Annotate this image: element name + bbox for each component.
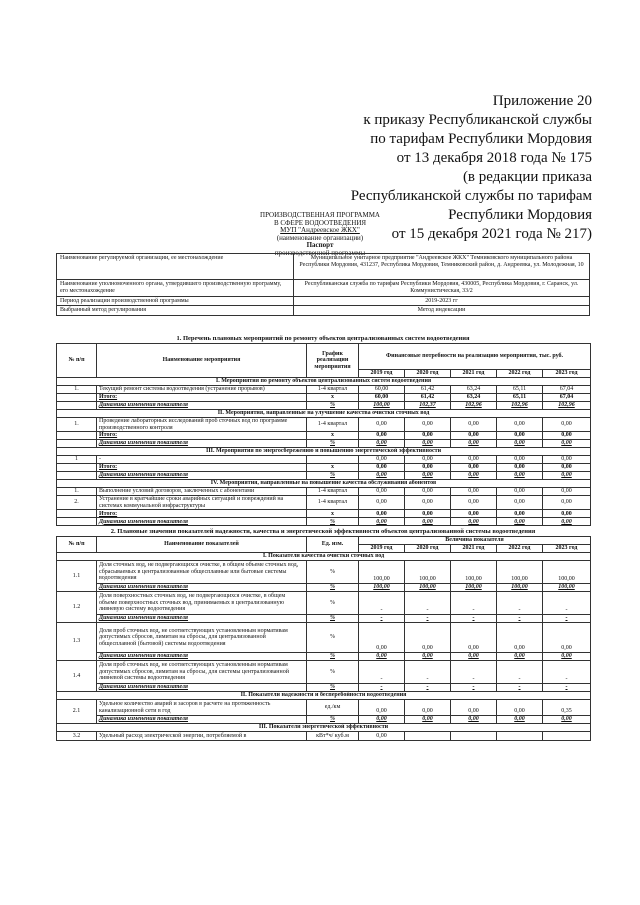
- value-cell: -: [543, 592, 591, 615]
- value-cell: 0,00: [543, 518, 591, 526]
- value-cell: -: [451, 684, 497, 692]
- value-cell: 0,00: [405, 700, 451, 716]
- value-cell: 0,00: [359, 472, 405, 480]
- value-cell: 0,00: [405, 464, 451, 472]
- measure-schedule: [307, 456, 359, 464]
- dynamics-label: Динамика изменения показателя: [97, 518, 307, 526]
- total-label: Итого:: [97, 394, 307, 402]
- value-cell: 0,00: [543, 432, 591, 440]
- passport-label: Выбранный метод регулирования: [57, 306, 294, 316]
- dynamics-row: [57, 472, 591, 480]
- value-cell: 102,96: [497, 402, 543, 410]
- group-title: II. Мероприятия, направленные на улучшение качества очистки сточных вод: [57, 410, 591, 418]
- group-row: [57, 448, 591, 456]
- group-title: IV. Мероприятия, направленные на повышение качества обслуживания абонентов: [57, 480, 591, 488]
- value-cell: 0,00: [359, 456, 405, 464]
- value-cell: 60,00: [359, 386, 405, 394]
- row-number: 1.1: [57, 561, 97, 592]
- measure-name: Выполнение условий договоров, заключенных с абонентами: [97, 488, 307, 496]
- value-cell: 0,00: [359, 488, 405, 496]
- value-cell: 0,00: [359, 653, 405, 661]
- group-row: [57, 724, 591, 732]
- table-row: [57, 418, 591, 432]
- year-header: 2021 год: [451, 370, 497, 378]
- measure-schedule: 1-4 квартал: [307, 496, 359, 510]
- unit-cell: х: [307, 510, 359, 518]
- value-cell: 0,00: [543, 510, 591, 518]
- row-number: [57, 518, 97, 526]
- indicator-name: Доля сточных вод, не подвергающихся очистке, в общем объеме сточных вод, сбрасываемых в централизованные общесплавные или бытовые системы водоотведения: [97, 561, 307, 584]
- value-cell: 0,00: [543, 496, 591, 510]
- value-cell: 0,00: [405, 472, 451, 480]
- col-fin-header: Финансовые потребности на реализацию мероприятия, тыс. руб.: [359, 344, 591, 370]
- value-cell: 0,00: [543, 440, 591, 448]
- row-number: [57, 402, 97, 410]
- col-num-header: № п/п: [57, 344, 97, 378]
- unit-cell: %: [307, 661, 359, 684]
- value-cell: 102,96: [451, 402, 497, 410]
- value-cell: -: [451, 592, 497, 615]
- row-number: 1.2: [57, 592, 97, 623]
- value-cell: 0,00: [405, 488, 451, 496]
- unit-cell: х: [307, 394, 359, 402]
- value-cell: 0,00: [359, 464, 405, 472]
- row-number: 1.3: [57, 623, 97, 661]
- unit-cell: кВт*ч/ куб.м: [307, 732, 359, 741]
- passport-value: Метод индексации: [294, 306, 590, 316]
- passport-row: [57, 280, 590, 297]
- value-cell: 0,00: [543, 653, 591, 661]
- value-cell: 0,00: [405, 510, 451, 518]
- appendix-line: от 15 декабря 2021 года № 217): [391, 226, 592, 242]
- col-name-header: Наименование мероприятия: [97, 344, 307, 378]
- value-cell: 0,00: [405, 418, 451, 432]
- total-row: [57, 464, 591, 472]
- total-label: Итого:: [97, 432, 307, 440]
- total-label: Итого:: [97, 510, 307, 518]
- value-cell: 0,00: [451, 440, 497, 448]
- group-title: III. Показатели энергетической эффективности: [57, 724, 591, 732]
- value-cell: 0,00: [497, 496, 543, 510]
- year-header: 2020 год: [405, 370, 451, 378]
- value-cell: 0,00: [543, 472, 591, 480]
- year-header: 2022 год: [497, 370, 543, 378]
- row-number: [57, 464, 97, 472]
- dynamics-row: [57, 440, 591, 448]
- repair-measures-table: [56, 343, 591, 526]
- row-number: [57, 394, 97, 402]
- year-header: 2022 год: [497, 545, 543, 553]
- value-cell: -: [497, 684, 543, 692]
- value-cell: 100,00: [543, 561, 591, 584]
- dynamics-row: [57, 716, 591, 724]
- total-row: [57, 394, 591, 402]
- measure-name: Текущий ремонт системы водоотведения (устранение прорывов): [97, 386, 307, 394]
- value-cell: 0,00: [451, 418, 497, 432]
- group-title: II. Показатели надежности и бесперебойности водоотведения: [57, 692, 591, 700]
- section2-title: 2. Плановые значения показателей надежности, качества и энергетической эффективности объектов централизованной системы водоотведения: [110, 528, 536, 535]
- value-cell: 0,00: [359, 510, 405, 518]
- value-cell: 0,00: [359, 700, 405, 716]
- measure-name: -: [97, 456, 307, 464]
- value-cell: 0,00: [451, 496, 497, 510]
- value-cell: 63,24: [451, 386, 497, 394]
- value-cell: 0,00: [451, 432, 497, 440]
- value-cell: 0,00: [497, 518, 543, 526]
- value-cell: 0,00: [451, 472, 497, 480]
- measure-name: Устранение в кратчайшие сроки аварийных ситуаций и повреждений на системах коммунальной инфраструктуры: [97, 496, 307, 510]
- value-cell: -: [497, 661, 543, 684]
- value-cell: 0,00: [359, 440, 405, 448]
- value-cell: 0,00: [405, 432, 451, 440]
- value-cell: 0,00: [405, 653, 451, 661]
- indicator-name: Доля поверхностных сточных вод, не подвергающихся очистке, в общем объеме поверхностных сточных вод, принимаемых в централизованную ливневую систему водоотведения: [97, 592, 307, 615]
- value-cell: -: [543, 684, 591, 692]
- group-row: [57, 378, 591, 386]
- col-name-header: Наименование показателей: [97, 537, 307, 553]
- section1-title: 1. Перечень плановых мероприятий по ремонту объектов централизованных систем водоотведения: [176, 335, 470, 342]
- year-header: 2021 год: [451, 545, 497, 553]
- value-cell: -: [405, 592, 451, 615]
- value-cell: [405, 732, 451, 741]
- value-cell: 67,04: [543, 386, 591, 394]
- dynamics-row: [57, 402, 591, 410]
- value-cell: 0,00: [405, 496, 451, 510]
- value-cell: 0,00: [359, 418, 405, 432]
- value-cell: 0,00: [405, 518, 451, 526]
- value-cell: 0,00: [497, 440, 543, 448]
- year-header: 2019 год: [359, 545, 405, 553]
- row-number: [57, 472, 97, 480]
- table-row: [57, 386, 591, 394]
- value-cell: 0,00: [359, 716, 405, 724]
- value-cell: 0,00: [451, 510, 497, 518]
- unit-cell: ед./км: [307, 700, 359, 716]
- measure-schedule: 1-4 квартал: [307, 386, 359, 394]
- value-cell: 0,00: [497, 418, 543, 432]
- unit-cell: %: [307, 653, 359, 661]
- dynamics-label: Динамика изменения показателя: [97, 584, 307, 592]
- value-cell: 0,00: [359, 623, 405, 653]
- row-number: 1.4: [57, 661, 97, 692]
- dynamics-label: Динамика изменения показателя: [97, 472, 307, 480]
- row-number: 1.: [57, 488, 97, 496]
- passport-label: Наименование регулируемой организации, ее местонахождение: [57, 254, 294, 280]
- value-cell: 0,00: [543, 623, 591, 653]
- row-number: 1.: [57, 418, 97, 432]
- appendix-line: Республики Мордовия: [448, 207, 592, 223]
- program-title: ПРОИЗВОДСТВЕННАЯ ПРОГРАММА: [260, 211, 380, 219]
- passport-row: [57, 296, 590, 306]
- unit-cell: х: [307, 432, 359, 440]
- group-title: III. Мероприятия по энергосбережению и повышению энергетической эффективности: [57, 448, 591, 456]
- measure-schedule: 1-4 квартал: [307, 418, 359, 432]
- value-cell: -: [405, 661, 451, 684]
- value-cell: 63,24: [451, 394, 497, 402]
- col-schedule-header: График реализации мероприятия: [307, 344, 359, 378]
- dynamics-label: Динамика изменения показателя: [97, 440, 307, 448]
- value-cell: 0,00: [543, 418, 591, 432]
- value-cell: 0,00: [543, 456, 591, 464]
- passport-table: [56, 253, 590, 316]
- value-cell: 0,35: [543, 700, 591, 716]
- value-cell: -: [451, 615, 497, 623]
- value-cell: 100,00: [543, 584, 591, 592]
- value-cell: 0,00: [359, 518, 405, 526]
- dynamics-row: [57, 653, 591, 661]
- value-cell: [497, 732, 543, 741]
- organization-name: МУП "Андреевское ЖКХ": [280, 226, 360, 235]
- unit-cell: %: [307, 561, 359, 584]
- value-cell: 65,11: [497, 386, 543, 394]
- value-cell: 0,00: [497, 716, 543, 724]
- group-title: I. Мероприятия по ремонту объектов централизованных систем водоотведения: [57, 378, 591, 386]
- value-cell: -: [359, 592, 405, 615]
- row-number: 1: [57, 456, 97, 464]
- total-row: [57, 432, 591, 440]
- passport-value: Республиканская служба по тарифам Республики Мордовия, 430005, Республика Мордовия, г. Саранск, ул. Коммунистическая, 33/2: [294, 280, 590, 297]
- table-row: [57, 496, 591, 510]
- value-cell: 0,00: [497, 472, 543, 480]
- group-row: [57, 692, 591, 700]
- indicator-row: [57, 561, 591, 584]
- appendix-line: (в редакции приказа: [462, 169, 592, 185]
- dynamics-row: [57, 684, 591, 692]
- value-cell: 0,00: [451, 653, 497, 661]
- indicator-name: Удельное количество аварий и засоров в расчете на протяженность канализационной сети в год: [97, 700, 307, 716]
- unit-cell: %: [307, 592, 359, 615]
- unit-cell: %: [307, 684, 359, 692]
- value-cell: 0,00: [359, 432, 405, 440]
- indicators-body: [57, 553, 591, 741]
- row-number: 2.1: [57, 700, 97, 724]
- value-cell: 100,00: [359, 584, 405, 592]
- group-row: [57, 410, 591, 418]
- unit-cell: %: [307, 440, 359, 448]
- organization-caption: (наименование организации): [276, 233, 364, 242]
- row-number: [57, 432, 97, 440]
- unit-cell: %: [307, 518, 359, 526]
- value-cell: 60,00: [359, 394, 405, 402]
- passport-value: Муниципальное унитарное предприятие "Андреевское ЖКХ" Темниковского муниципального района Республики Мордовия, 431237, Республика Мордовия, Темниковский район, д. Андреевка, ул. Молодежная, 10: [294, 254, 590, 280]
- value-cell: 0,00: [497, 510, 543, 518]
- year-header: 2020 год: [405, 545, 451, 553]
- row-number: 3.2: [57, 732, 97, 741]
- col-values-header: Величина показателя: [359, 537, 591, 545]
- group-title: I. Показатели качества очистки сточных вод: [57, 553, 591, 561]
- indicator-row: [57, 592, 591, 615]
- value-cell: 0,00: [497, 456, 543, 464]
- value-cell: 0,00: [405, 623, 451, 653]
- value-cell: 100,00: [405, 561, 451, 584]
- value-cell: 0,00: [359, 496, 405, 510]
- passport-row: [57, 254, 590, 280]
- value-cell: 0,00: [543, 716, 591, 724]
- value-cell: 0,00: [543, 464, 591, 472]
- appendix-line: к приказу Республиканской службы: [363, 112, 592, 128]
- value-cell: 65,11: [497, 394, 543, 402]
- dynamics-row: [57, 584, 591, 592]
- indicator-row: [57, 732, 591, 741]
- value-cell: 0,00: [405, 716, 451, 724]
- indicator-row: [57, 700, 591, 716]
- value-cell: 100,00: [497, 584, 543, 592]
- col-num-header: № п/п: [57, 537, 97, 553]
- dynamics-label: Динамика изменения показателя: [97, 716, 307, 724]
- row-number: 1.: [57, 386, 97, 394]
- measure-schedule: 1-4 квартал: [307, 488, 359, 496]
- value-cell: -: [405, 684, 451, 692]
- value-cell: 0,00: [451, 456, 497, 464]
- year-header: 2023 год: [543, 545, 591, 553]
- unit-cell: х: [307, 464, 359, 472]
- passport-subtitle: производственной программы: [274, 248, 366, 257]
- value-cell: 100,00: [359, 561, 405, 584]
- value-cell: 0,00: [359, 732, 405, 741]
- passport-value: 2019-2023 гг: [294, 296, 590, 306]
- value-cell: 0,00: [451, 716, 497, 724]
- appendix-line: Республиканской службы по тарифам: [350, 188, 592, 204]
- value-cell: 0,00: [497, 623, 543, 653]
- value-cell: 0,00: [405, 440, 451, 448]
- value-cell: 100,00: [451, 561, 497, 584]
- value-cell: -: [359, 661, 405, 684]
- value-cell: 0,00: [451, 623, 497, 653]
- indicator-name: Доля проб сточных вод, не соответствующих установленным нормативам допустимых сбросов, лимитам на сбросы, для централизованной общесплавной (бытовой) системы водоотведения: [97, 623, 307, 653]
- value-cell: [543, 732, 591, 741]
- indicator-row: [57, 623, 591, 653]
- indicator-row: [57, 661, 591, 684]
- col-unit-header: Ед. изм.: [307, 537, 359, 553]
- total-row: [57, 510, 591, 518]
- value-cell: -: [451, 661, 497, 684]
- dynamics-label: Динамика изменения показателя: [97, 615, 307, 623]
- passport-title: Паспорт: [306, 241, 334, 250]
- value-cell: 100,00: [359, 402, 405, 410]
- group-row: [57, 553, 591, 561]
- value-cell: -: [543, 661, 591, 684]
- indicator-name: Доля проб сточных вод, не соответствующих установленным нормативам допустимых сбросов, лимитам на сбросы, для системы централизованной ливневой системы водоотведения: [97, 661, 307, 684]
- value-cell: 0,00: [451, 488, 497, 496]
- value-cell: 0,00: [543, 488, 591, 496]
- appendix-line: Приложение 20: [492, 93, 592, 109]
- value-cell: -: [359, 684, 405, 692]
- appendix-line: от 13 декабря 2018 года № 175: [396, 150, 592, 166]
- passport-row: [57, 306, 590, 316]
- unit-cell: %: [307, 584, 359, 592]
- dynamics-label: Динамика изменения показателя: [97, 653, 307, 661]
- value-cell: -: [497, 592, 543, 615]
- unit-cell: %: [307, 716, 359, 724]
- value-cell: 102,96: [543, 402, 591, 410]
- unit-cell: %: [307, 623, 359, 653]
- value-cell: -: [405, 615, 451, 623]
- dynamics-row: [57, 615, 591, 623]
- group-row: [57, 480, 591, 488]
- value-cell: 100,00: [451, 584, 497, 592]
- value-cell: 100,00: [497, 561, 543, 584]
- value-cell: 0,00: [451, 700, 497, 716]
- value-cell: [451, 732, 497, 741]
- unit-cell: %: [307, 472, 359, 480]
- value-cell: -: [497, 615, 543, 623]
- indicators-table: [56, 536, 591, 741]
- program-title-block: [0, 212, 640, 258]
- row-number: [57, 510, 97, 518]
- value-cell: -: [359, 615, 405, 623]
- value-cell: 0,00: [497, 464, 543, 472]
- value-cell: 0,00: [497, 700, 543, 716]
- row-number: [57, 440, 97, 448]
- year-header: 2019 год: [359, 370, 405, 378]
- value-cell: 0,00: [497, 488, 543, 496]
- value-cell: 102,37: [405, 402, 451, 410]
- dynamics-row: [57, 518, 591, 526]
- total-label: Итого:: [97, 464, 307, 472]
- repair-measures-body: [57, 378, 591, 526]
- value-cell: 61,42: [405, 386, 451, 394]
- table-row: [57, 488, 591, 496]
- measure-name: Проведение лабораторных исследований проб сточных вод по программе производственного контроля: [97, 418, 307, 432]
- value-cell: 0,00: [451, 464, 497, 472]
- unit-cell: %: [307, 615, 359, 623]
- row-number: 2.: [57, 496, 97, 510]
- value-cell: 0,00: [405, 456, 451, 464]
- passport-label: Период реализации производственной программы: [57, 296, 294, 306]
- unit-cell: %: [307, 402, 359, 410]
- indicator-name: Удельный расход электрической энергии, потребляемой в: [97, 732, 307, 741]
- dynamics-label: Динамика изменения показателя: [97, 684, 307, 692]
- passport-label: Наименование уполномоченного органа, утвердившего производственную программу, его местонахождение: [57, 280, 294, 297]
- value-cell: 0,00: [497, 432, 543, 440]
- value-cell: 100,00: [405, 584, 451, 592]
- appendix-line: по тарифам Республики Мордовия: [370, 131, 592, 147]
- value-cell: 67,04: [543, 394, 591, 402]
- value-cell: 61,42: [405, 394, 451, 402]
- table-row: [57, 456, 591, 464]
- value-cell: 0,00: [451, 518, 497, 526]
- value-cell: 0,00: [497, 653, 543, 661]
- value-cell: -: [543, 615, 591, 623]
- dynamics-label: Динамика изменения показателя: [97, 402, 307, 410]
- year-header: 2023 год: [543, 370, 591, 378]
- program-subtitle: В СФЕРЕ ВОДООТВЕДЕНИЯ: [273, 218, 367, 227]
